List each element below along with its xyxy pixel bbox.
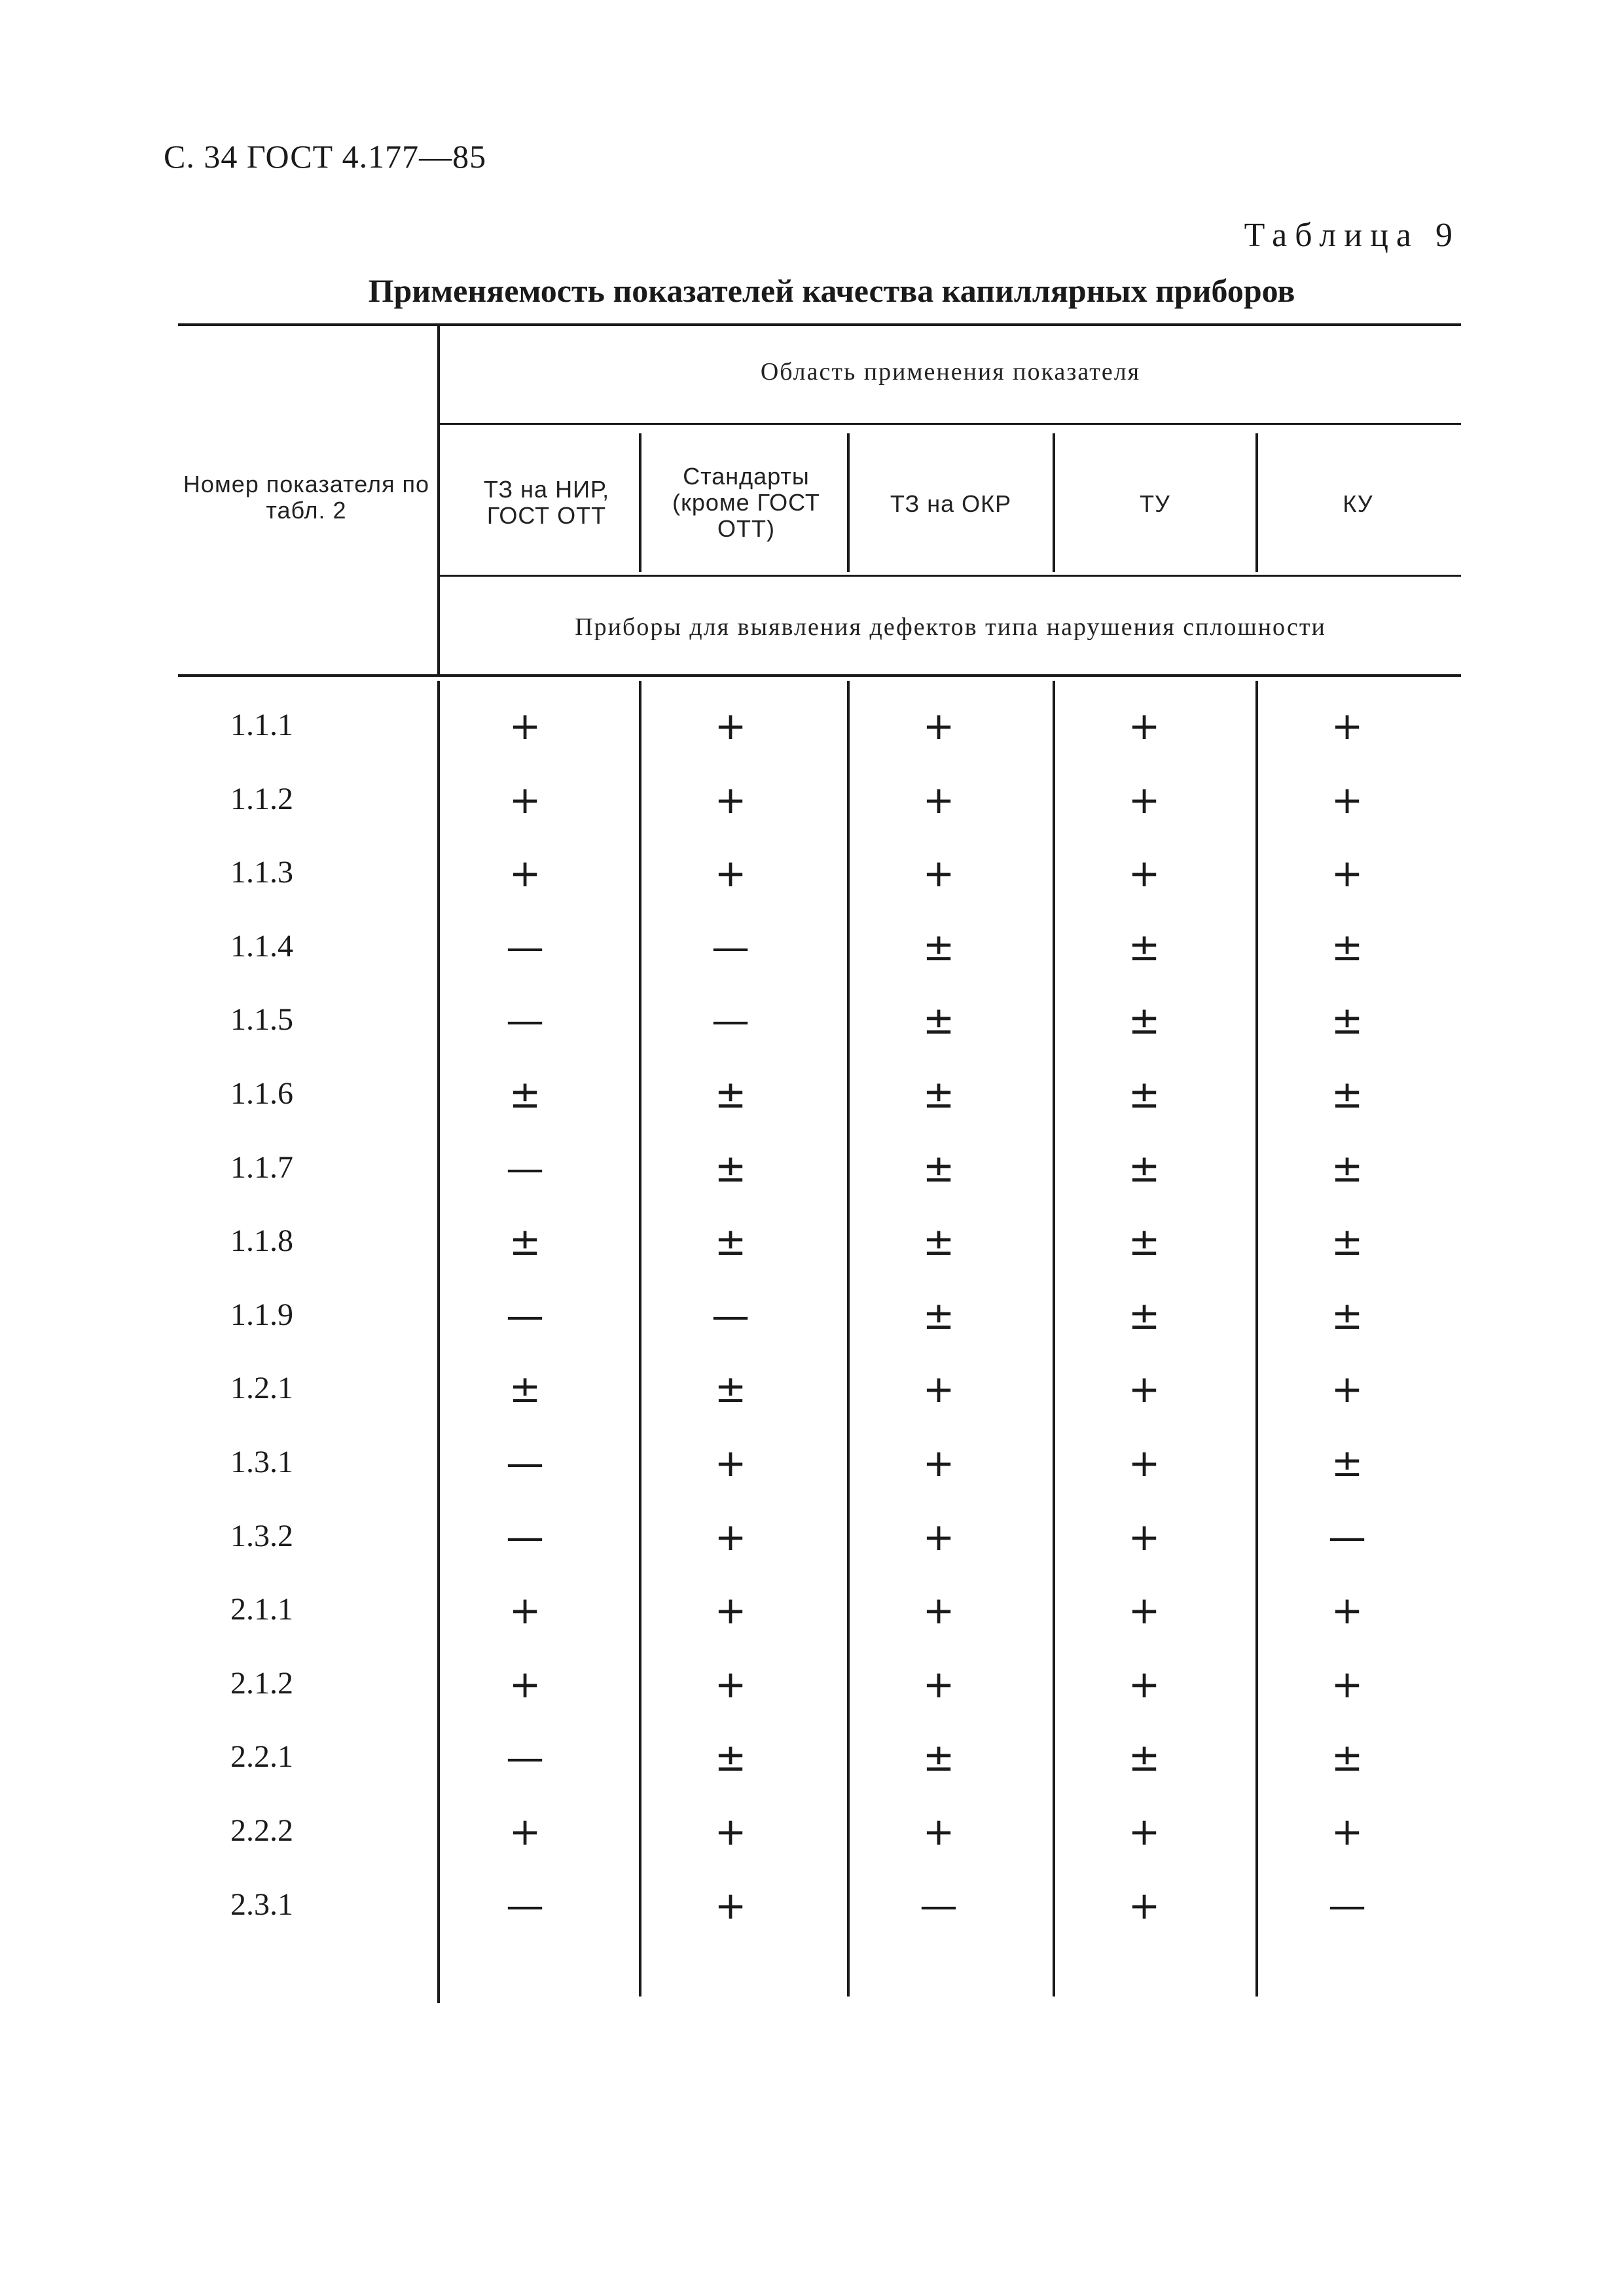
table-cell: — <box>506 1293 544 1338</box>
table-cell: ± <box>1331 1146 1363 1191</box>
row-number: 1.1.3 <box>230 855 293 890</box>
table-cell: + <box>714 778 747 822</box>
row-number: 1.1.1 <box>230 708 293 742</box>
table-top-rule <box>178 323 1461 326</box>
table-cell: ± <box>1331 1441 1363 1485</box>
table-cell: ± <box>714 1220 747 1264</box>
table-cell: + <box>922 1662 955 1707</box>
table-cell: ± <box>714 1146 747 1191</box>
table-cell: ± <box>1128 1293 1161 1338</box>
table-cell: + <box>509 1662 541 1707</box>
header-divider-1 <box>639 433 641 572</box>
table-cell: ± <box>922 1293 955 1338</box>
table-cell: ± <box>922 1072 955 1117</box>
table-cell: ± <box>922 998 955 1043</box>
table-cell: ± <box>1128 925 1161 969</box>
table-cell: — <box>506 925 544 969</box>
table-cell: ± <box>1331 1220 1363 1264</box>
column-header-tu: ТУ <box>1140 490 1170 517</box>
table-cell: + <box>922 1367 955 1411</box>
table-cell: + <box>922 1441 955 1485</box>
row-number: 1.1.4 <box>230 929 293 964</box>
table-cell: + <box>1128 1809 1161 1854</box>
table-cell: ± <box>714 1367 747 1411</box>
table-cell: + <box>509 1588 541 1633</box>
table-cell: ± <box>509 1072 541 1117</box>
row-number: 1.1.6 <box>230 1076 293 1111</box>
table-cell: + <box>1331 1662 1363 1707</box>
table-cell: + <box>1331 851 1363 895</box>
table-cell: ± <box>1128 1735 1161 1780</box>
table-cell: — <box>506 1441 544 1485</box>
header-bottom-rule <box>178 674 1461 677</box>
column-header-tz-okr: ТЗ на ОКР <box>890 490 1012 517</box>
table-cell: + <box>1128 1662 1161 1707</box>
body-divider-3 <box>1053 681 1055 1997</box>
table-cell: ± <box>1331 1293 1363 1338</box>
table-cell: + <box>714 1441 747 1485</box>
row-number: 2.1.2 <box>230 1666 293 1701</box>
table-cell: + <box>714 1809 747 1854</box>
table-cell: — <box>712 1293 749 1338</box>
subheader: Приборы для выявления дефектов типа нарушения сплошности <box>575 613 1326 641</box>
table-cell: + <box>509 1809 541 1854</box>
table-cell: + <box>922 1515 955 1559</box>
table-cell: ± <box>1331 998 1363 1043</box>
table-cell: ± <box>1128 1220 1161 1264</box>
row-number: 1.1.7 <box>230 1150 293 1185</box>
table-cell: ± <box>1128 1146 1161 1191</box>
table-cell: ± <box>922 925 955 969</box>
column-header-ku: КУ <box>1343 490 1373 517</box>
body-divider-4 <box>1255 681 1258 1997</box>
table-cell: + <box>1128 1441 1161 1485</box>
table-label: Таблица 9 <box>1244 217 1460 254</box>
table-cell: + <box>1128 1883 1161 1928</box>
table-cell: — <box>506 1735 544 1780</box>
table-cell: + <box>922 1588 955 1633</box>
table-cell: ± <box>714 1735 747 1780</box>
table-cell: + <box>922 1809 955 1854</box>
body-divider-0 <box>437 681 440 2003</box>
table-cell: + <box>1128 704 1161 748</box>
row-number: 1.2.1 <box>230 1371 293 1405</box>
page-header: С. 34 ГОСТ 4.177—85 <box>164 138 487 175</box>
area-header: Область применения показателя <box>760 358 1141 386</box>
table-cell: ± <box>922 1735 955 1780</box>
body-divider-1 <box>639 681 641 1997</box>
table-cell: — <box>920 1883 958 1928</box>
table-cell: + <box>1331 1809 1363 1854</box>
row-number: 1.1.5 <box>230 1002 293 1037</box>
table-cell: + <box>1331 704 1363 748</box>
body-divider-2 <box>847 681 850 1997</box>
table-cell: ± <box>1128 998 1161 1043</box>
table-cell: + <box>1128 1515 1161 1559</box>
table-cell: + <box>1128 1367 1161 1411</box>
table-cell: + <box>509 778 541 822</box>
table-cell: ± <box>1128 1072 1161 1117</box>
table-cell: + <box>714 1588 747 1633</box>
row-number: 1.1.9 <box>230 1297 293 1332</box>
table-cell: — <box>712 998 749 1043</box>
table-cell: + <box>714 1662 747 1707</box>
table-cell: + <box>714 704 747 748</box>
row-number: 2.3.1 <box>230 1887 293 1922</box>
table-cell: ± <box>1331 925 1363 969</box>
columns-rule <box>440 575 1461 577</box>
table-cell: — <box>506 1146 544 1191</box>
table-cell: ± <box>509 1367 541 1411</box>
table-cell: ± <box>509 1220 541 1264</box>
area-header-rule <box>440 423 1461 425</box>
table-cell: + <box>1128 1588 1161 1633</box>
row-number: 2.2.2 <box>230 1813 293 1848</box>
row-number: 2.1.1 <box>230 1592 293 1627</box>
table-cell: — <box>506 1515 544 1559</box>
table-cell: + <box>509 851 541 895</box>
column-header-tz-nir: ТЗ на НИР, ГОСТ ОТТ <box>483 476 610 529</box>
table-title: Применяемость показателей качества капиллярных приборов <box>368 272 1295 309</box>
table-cell: + <box>1331 778 1363 822</box>
table-cell: — <box>712 925 749 969</box>
table-cell: — <box>1328 1883 1366 1928</box>
table-cell: — <box>506 998 544 1043</box>
table-cell: + <box>714 1515 747 1559</box>
table-cell: + <box>922 704 955 748</box>
table-cell: ± <box>922 1146 955 1191</box>
table-cell: ± <box>922 1220 955 1264</box>
row-number: 2.2.1 <box>230 1739 293 1774</box>
table-cell: + <box>714 851 747 895</box>
table-cell: + <box>922 778 955 822</box>
table-cell: — <box>1328 1515 1366 1559</box>
table-cell: ± <box>714 1072 747 1117</box>
table-cell: + <box>1331 1367 1363 1411</box>
table-cell: + <box>922 851 955 895</box>
row-number: 1.3.2 <box>230 1519 293 1553</box>
table-cell: — <box>506 1883 544 1928</box>
table-cell: + <box>1331 1588 1363 1633</box>
row-number: 1.1.8 <box>230 1223 293 1258</box>
table-cell: + <box>1128 778 1161 822</box>
row-number: 1.1.2 <box>230 782 293 816</box>
row-number: 1.3.1 <box>230 1445 293 1479</box>
table-cell: ± <box>1331 1735 1363 1780</box>
column-header-standards: Стандарты (кроме ГОСТ ОТТ) <box>672 463 820 542</box>
table-cell: ± <box>1331 1072 1363 1117</box>
header-divider-2 <box>847 433 850 572</box>
row-header: Номер показателя по табл. 2 <box>183 471 430 524</box>
table-cell: + <box>714 1883 747 1928</box>
table-cell: + <box>509 704 541 748</box>
table-cell: + <box>1128 851 1161 895</box>
